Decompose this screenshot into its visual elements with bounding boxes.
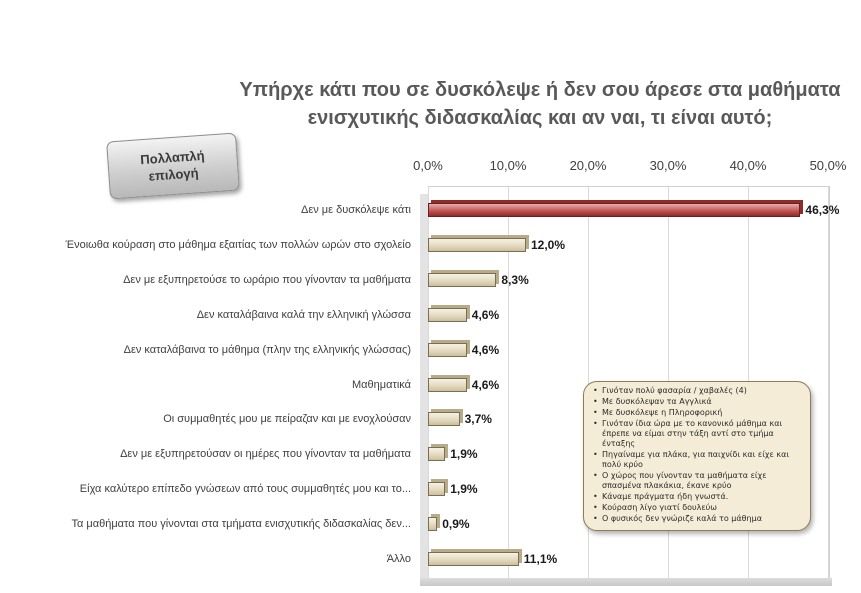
callout-item: • Με δυσκόλεψε η Πληροφορική bbox=[602, 408, 804, 418]
bar bbox=[428, 517, 437, 531]
x-tick-label: 30,0% bbox=[649, 158, 687, 173]
category-label: Οι συμμαθητές μου με πείραζαν και με ενοχλούσαν bbox=[163, 413, 411, 426]
category-label: Άλλο bbox=[386, 553, 411, 565]
chart-3d-floor bbox=[420, 578, 832, 586]
bar bbox=[428, 447, 445, 461]
x-tick-label: 0,0% bbox=[413, 158, 443, 173]
bar bbox=[428, 412, 460, 426]
callout-item: • Κούραση λίγο γιατί δουλεύω bbox=[602, 503, 804, 513]
chart-title: Υπήρχε κάτι που σε δυσκόλεψε ή δεν σου άρεσε στα μαθήματα ενισχυτικής διδασκαλίας και αν ναι, τι είναι αυτό; bbox=[239, 79, 841, 129]
category-label: Είχα καλύτερο επίπεδο γνώσεων από τους συμμαθητές μου και το... bbox=[79, 483, 411, 496]
category-label: Ένοιωθα κούραση στο μάθημα εξαιτίας των πολλών ωρών στο σχολείο bbox=[65, 238, 411, 251]
category-label: Δεν με εξυπηρετούσε το ωράριο που γίνονταν τα μαθήματα bbox=[123, 273, 411, 286]
bar bbox=[428, 343, 467, 357]
callout-item: • Κάναμε πράγματα ήδη γνωστά. bbox=[602, 492, 804, 502]
callout-item: • Πηγαίναμε για πλάκα, για παιχνίδι και είχε και πολύ κρύο bbox=[602, 450, 804, 470]
data-label: 3,7% bbox=[464, 412, 492, 427]
category-label: Τα μαθήματα που γίνονται στα τμήματα ενισχυτικής διδασκαλίας δεν... bbox=[71, 518, 411, 531]
data-label: 4,6% bbox=[471, 342, 500, 357]
bar bbox=[428, 308, 467, 322]
gridline bbox=[828, 186, 829, 578]
other-answers-list bbox=[590, 386, 804, 524]
bar bbox=[428, 238, 526, 252]
bar bbox=[428, 482, 445, 496]
chart-3d-side-wall bbox=[420, 194, 428, 580]
x-tick-label: 50,0% bbox=[809, 158, 847, 173]
data-label: 8,3% bbox=[501, 272, 529, 287]
callout-item: • Γινόταν πολύ φασαρία / χαβαλές (4) bbox=[602, 386, 804, 396]
x-tick-label: 40,0% bbox=[729, 158, 767, 173]
category-label: Δεν με εξυπηρετούσαν οι ημέρες που γίνονταν τα μαθήματα bbox=[120, 448, 411, 461]
multiple-choice-badge: Πολλαπλή επιλογή bbox=[106, 133, 240, 200]
category-label: Δεν με δυσκόλεψε κάτι bbox=[300, 204, 411, 216]
other-answers-callout bbox=[583, 381, 811, 531]
data-label: 46,3% bbox=[805, 203, 840, 217]
callout-item: • Γινόταν ίδια ώρα με το κανονικό μάθημα και έπρεπε να είμαι στην τάξη αντί στο τμήμα ένταξης bbox=[602, 419, 804, 449]
category-label: Δεν καταλάβαινα καλά την ελληνική γλώσσα bbox=[196, 308, 411, 321]
bar bbox=[428, 203, 800, 217]
data-label: 1,9% bbox=[450, 482, 478, 497]
callout-item: • Ο χώρος που γίνονταν τα μαθήματα είχε σπασμένα πλακάκια, έκανε κρύο bbox=[602, 471, 804, 491]
data-label: 1,9% bbox=[450, 447, 478, 462]
bar bbox=[428, 273, 496, 287]
category-label: Μαθηματικά bbox=[352, 378, 411, 391]
data-label: 4,6% bbox=[471, 377, 500, 392]
callout-item: • Με δυσκόλεψαν τα Αγγλικά bbox=[602, 397, 804, 407]
data-label: 0,9% bbox=[442, 517, 470, 532]
data-label: 4,6% bbox=[471, 307, 500, 322]
x-tick-label: 20,0% bbox=[569, 158, 607, 173]
bar bbox=[428, 378, 467, 392]
category-label: Δεν καταλάβαινα το μάθημα (πλην της ελληνικής γλώσσας) bbox=[123, 343, 411, 356]
bar bbox=[428, 552, 519, 566]
callout-item: • Ο φυσικός δεν γνώριζε καλά το μάθημα bbox=[602, 514, 804, 524]
x-tick-label: 10,0% bbox=[489, 158, 527, 173]
data-label: 11,1% bbox=[523, 552, 558, 566]
data-label: 12,0% bbox=[531, 237, 566, 252]
